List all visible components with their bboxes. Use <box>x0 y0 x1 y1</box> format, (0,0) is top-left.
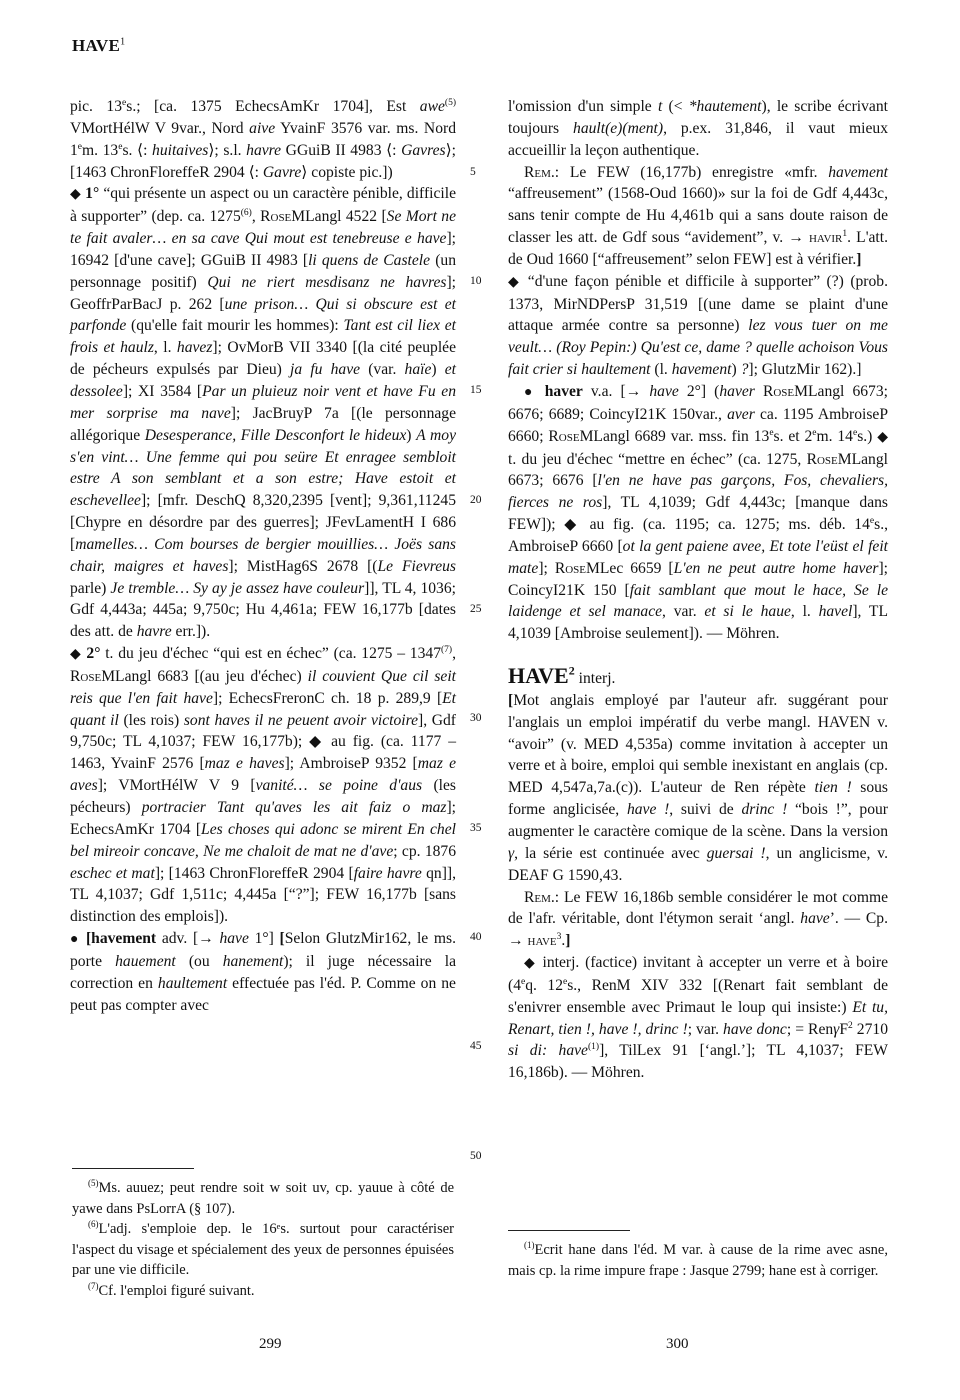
footnotes-left <box>72 1178 454 1301</box>
page-number-left: 299 <box>259 1336 282 1352</box>
footnote: $^{(7)}$Cf. l'emploi figuré suivant. <box>88 1280 255 1299</box>
footnote-rule-right <box>508 1230 630 1231</box>
entry-heading-have-2: HAVE$^2$ <box>508 663 575 689</box>
left-column: pic. 13es.; [ca. 1375 EchecsAmKr 1704], Est awe$^{(5)}$ VMortHélW V 9var., Nord aive YvainF 3576 var. ms. Nord 1em. 13es. ⟨: huitaives⟩; s.l. havre GGuiB II 4983 ⟨: Gavres⟩; [1463 ChronFloreffeR 2904 ⟨: Gavre⟩ copiste pic.]) ◆ 1° “qui présente un aspect ou un caractère pénible, difficile à supporter” (dep. ca. 1275$^{(6)}$, RoseMLangl 4522 [Se Mort ne te fait avaler… en sa cave Qui mout est tenebreuse e have]; 16942 [d'une cave]; GGuiB II 4983 [li quens de Castele (un personnage positif) Qui ne riert mesdisanz ne havres]; GeoffrParBacJ p. 262 [une prison… Qui si obscure est et parfonde (qu'elle fait mourir les hommes): Tant est cil liex et frois et haulz, l. havez]; OvMorB VII 3340 [(la cité peuplée de pécheurs expulsés par Dieu) ja fu have (var. haïe) et dessolee]; XI 3584 [Par un pluieuz noir vent et have Fu en mer sorprise ma nave]; JacBruyP 7a [(le personnage allégorique Desesperance, Fille Desconfort le hideux) A moy s'en vint… Une femme qui pou seüre Et enragee sembloit estre A son semblant et a son estre; Have estoit et eschevellee]; [mfr. DeschQ 8,320,2395 [vent]; 9,361,11245 [Chypre en désordre par des guerres]; JFevLamentH I 686 [mamelles… Com bourses de bergier mouillies… Joës sans chair, maigres et haves]; MistHag6S 2678 [(Le Fievreus parle) Je tremble… Sy ay je assez have couleur]], TL 4, 1036; Gdf 4,443a; 445a; 9,750c; Hu 4,461a; FEW 16,177b [dates des att. de havre err.]). ◆ 2° t. du jeu d'échec “qui est en échec” (ca. 1275 – 1347$^{(7)}$, RoseMLangl 6683 [(au jeu d'échec) il couvient Que cil seit reis que l'en fait have]; EchecsFreronC ch. 18 p. 289,9 [Et quant il (les rois) sont haves il ne peuent avoir victoire], Gdf 9,750c; TL 4,1037; FEW 16,177b); ◆ au fig. (ca. 1177 – 1463, YvainF 2576 [maz e haves]; AmbroiseP 9352 [maz e aves]; VMortHélW V 9 [vanité… se poine d'aus (les pécheurs) portracier Tant qu'aves les ait faiz o maz]; EchecsAmKr 1704 [Les choses qui adonc se mirent En chel bel mireoir concave, Ne me chaloit de mat ne d'ave; cp. 1876 eschec et mat]; [1463 ChronFloreffeR 2904 [faire havre qn]], TL 4,1037; Gdf 1,511c; 4,445a [“?”]; FEW 16,177b [sans distinction des emplois]). ● [havement adv. [→ have 1°] [Selon GlutzMir162, le ms. porte hauement (ou hanement); il juge nécessaire la correction en haultement effectuée pas l'éd. P. Comme on ne peut pas compter avec <box>70 97 457 1014</box>
right-column: l'omission d'un simple t (< *hautement), le scribe écrivant toujours hault(e)(ment), p.ex. 31,846, il vaut mieux accueillir la leçon authentique. Rem.: Le FEW (16,177b) enregistre «mfr. havement “affreusement” (1568-Oud 1660)» sur la foi de Gdf 4,443c, sans tenir compte de Hu 4,461b qui a sans doute raison de classer les att. de Gdf sous “avidement”, v. → havir$^1$. L'att. de Oud 1660 [“affreusement” selon FEW] est à vérifier.] ◆ “d'une façon pénible et difficile à supporter” (?) (prob. 1373, MirNDPersP 31,519 [(une dame se plaint d'une attaque armée contre sa personne) lez vous tuer on me veult… (Roy Pepin:) Qu'est ce, dame ? quelle achoison Vous fait crier si haultement (l. havement) ?]; GlutzMir 162).] ● haver v.a. [→ have 2°] (haver RoseMLangl 6673; 6676; 6689; CoincyI21K 150var., aver ca. 1195 AmbroiseP 6660; RoseMLangl 6689 var. mss. fin 13es. et 2em. 14es.) ◆ t. du jeu d'échec “mettre en échec” (ca. 1275, RoseMLangl 6673; 6676 [l'en ne have pas garçons, Fos, chevaliers, fierces ne ros], TL 4,1039; Gdf 4,443c; [manque dans FEW]); ◆ au fig. (ca. 1195; ca. 1275; ms. déb. 14es., AmbroiseP 6660 [ot la gent paiene avee, Et tote l'eüst el feit mate]; RoseMLec 6659 [L'en ne peut autre home haver]; CoincyI21K 150 [fait samblant que mout le hace, Se le laidenge et sel manace, var. et si le haue, l. havel], TL 4,1039 [Ambroise seulement]). — Möhren. HAVE$^2$ interj. [Mot anglais employé par l'auteur afr. suggérant pour l'anglais un emploi impératif du verbe mangl. HAVEN v. “avoir” (v. MED 4,535a) comme invitation à accepter un verre et à boire, emploi qui semble inexistant en anglais (cp. MED 4,547a,7a.(c)). L'auteur de Ren répète tien ! sous forme anglicisée, have !, suivi de drinc ! “bois !”, pour augmenter le caractère comique de la scène. Dans la version γ, la série est continuée avec guersai !, un anglicisme, v. DEAF G 1590,43. Rem.: Le FEW 16,186b semble considérer le mot comme de l'afr. véritable, dont l'étymon serait ‘angl. have’. — Cp. → have$^3$.] ◆ interj. (factice) invitant à accepter un verre et à boire (4eq. 12es., RenM XIV 332 [(Renart fait semblant de s'enivrer ensemble avec Primaut le loup qui insiste:) Et tu, Renart, tien !, have !, drinc !; var. have donc; = RenγF$^2$ 2710 si di: have$^{(1)}$], TilLex 91 [‘angl.’]; TL 4,1037; FEW 16,186b). — Möhren. <box>508 98 889 1082</box>
running-head: HAVE$^1$ <box>72 36 126 55</box>
footnote-rule-left <box>72 1168 194 1169</box>
footnotes-right <box>508 1240 888 1281</box>
page-number-right: 300 <box>666 1336 689 1352</box>
footnote: $^{(1)}$Ecrit hane dans l'éd. M var. à cause de la rime avec asne, mais cp. la rime impure frape : Jasque 2799; hane est à corriger. <box>508 1240 888 1279</box>
footnote: $^{(6)}$L'adj. s'emploie dep. le 16ᵉs. surtout pour caractériser l'aspect du visage et spécialement des yeux de personnes épuisées par une vie difficile. <box>72 1219 454 1278</box>
footnote: $^{(5)}$Ms. auuez; peut rendre soit w soit uv, cp. yauue à côté de yawe dans PsLorrA (§ 107). <box>72 1178 454 1217</box>
